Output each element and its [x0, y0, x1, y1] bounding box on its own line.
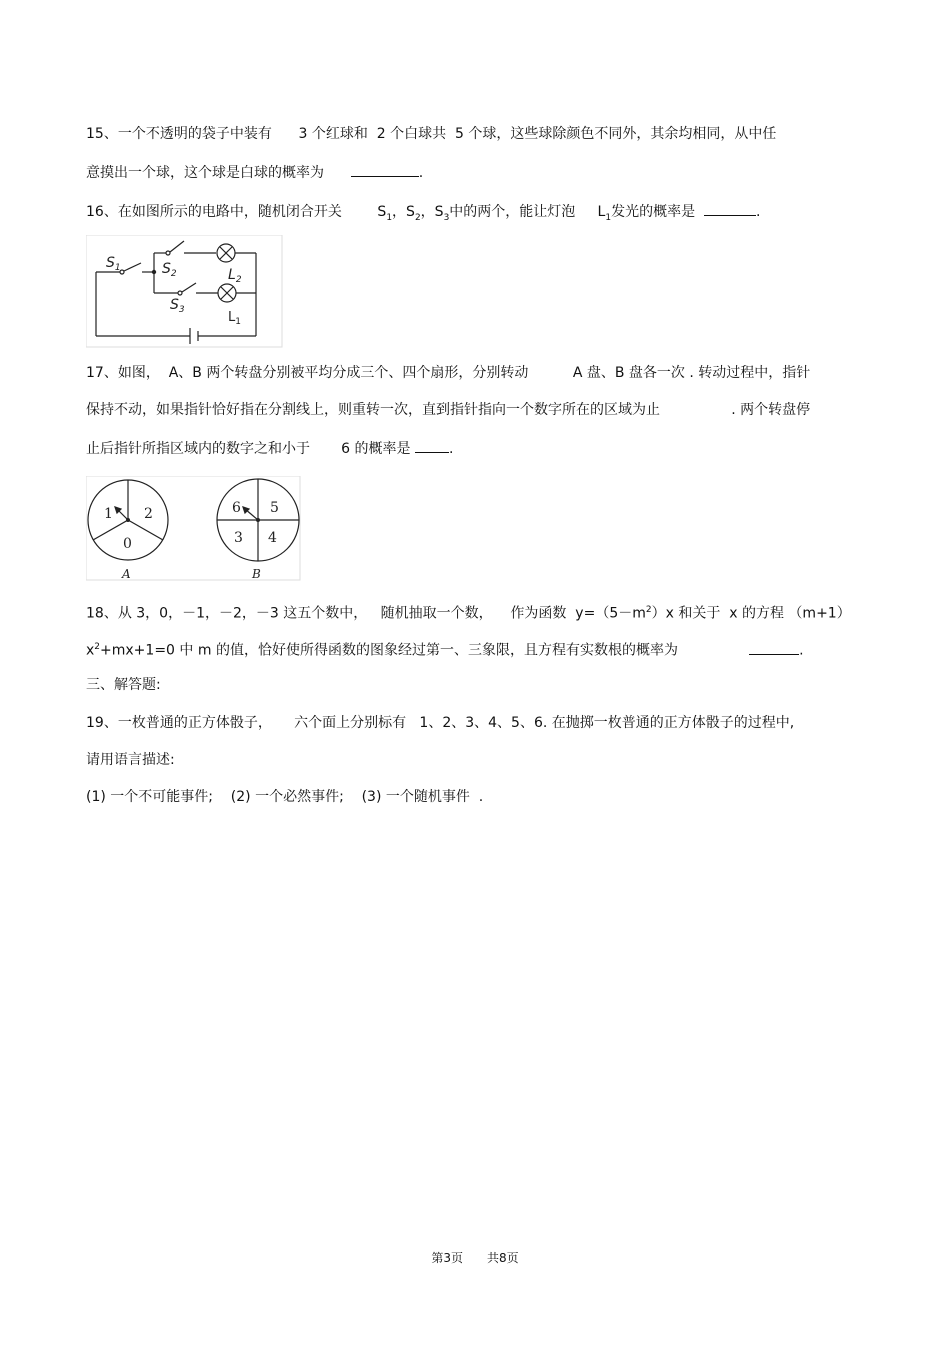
label-l2: $L_2$ — [228, 267, 242, 285]
q19-line1: 19、一枚普通的正方体骰子， 六个面上分别标有 1、2、3、4、5、6. 在抛掷一枚普通的正方体骰子的过程中, — [86, 715, 795, 731]
spinner-b-num: 6 — [232, 500, 241, 516]
q18-line2: $x^2+mx+1=0$ 中 m 的值，恰好使所得函数的图象经过第一、三象限，且方程有实数根的概率为 . — [86, 637, 804, 661]
label-l1: $L_1$ — [228, 310, 241, 327]
spinner-b-num: 3 — [234, 530, 243, 546]
q18-line1: 18、从 3，0，－1，－2，－3 这五个数中， 随机抽取一个数， 作为函数 $y=(5-m^2)x$ 和关于 x 的方程 （m+1） — [86, 605, 851, 622]
spinner-a-num: 1 — [104, 506, 113, 522]
answer-blank — [704, 201, 756, 216]
circuit-diagram — [86, 235, 284, 349]
q17-line1: 17、如图， A、B 两个转盘分别被平均分成三个、四个扇形，分别转动 A 盘、B 盘各一次 . 转动过程中，指针 — [86, 365, 811, 381]
label-s2: $S_2$ — [162, 261, 177, 279]
label-s3: $S_3$ — [170, 297, 185, 315]
spinner-b-label: B — [252, 567, 261, 581]
spinner-a-num: 0 — [123, 536, 132, 552]
q17-line3: 止后指针所指区域内的数字之和小于 6 的概率是 . — [86, 438, 453, 459]
q15-line1: 15、一个不透明的袋子中装有 3 个红球和 2 个白球共 5 个球，这些球除颜色不同外，其余均相同，从中任 — [86, 126, 777, 142]
label-s1: $S_1$ — [106, 255, 121, 273]
spinner-a-num: 2 — [144, 506, 153, 522]
spinner-b-num: 4 — [268, 530, 277, 546]
answer-blank — [415, 438, 449, 453]
q15-text: 意摸出一个球，这个球是白球的概率为 — [86, 165, 351, 181]
spinner-a-label: A — [122, 567, 131, 581]
page-total: 共8页 — [487, 1251, 519, 1265]
q15-line2: 意摸出一个球，这个球是白球的概率为 . — [86, 162, 423, 183]
answer-blank — [351, 162, 419, 177]
page-footer — [0, 1249, 950, 1266]
q19-line2: 请用语言描述: — [86, 752, 175, 768]
spinner-b-num: 5 — [270, 500, 279, 516]
q17-line2: 保持不动，如果指针恰好指在分割线上，则重转一次，直到指针指向一个数字所在的区域为止 . 两个转盘停 — [86, 402, 811, 418]
section-heading: 三、解答题: — [86, 677, 161, 693]
q16-line: 16、在如图所示的电路中，随机闭合开关 $S_1$，$S_2$，$S_3$中的两个，能让灯泡 $L_1$发光的概率是 . — [86, 201, 760, 228]
answer-blank — [749, 640, 799, 655]
spinners-figure — [86, 476, 302, 582]
q19-line3: (1) 一个不可能事件; (2) 一个必然事件; (3) 一个随机事件 . — [86, 789, 484, 805]
page-number: 第3页 — [431, 1251, 463, 1265]
